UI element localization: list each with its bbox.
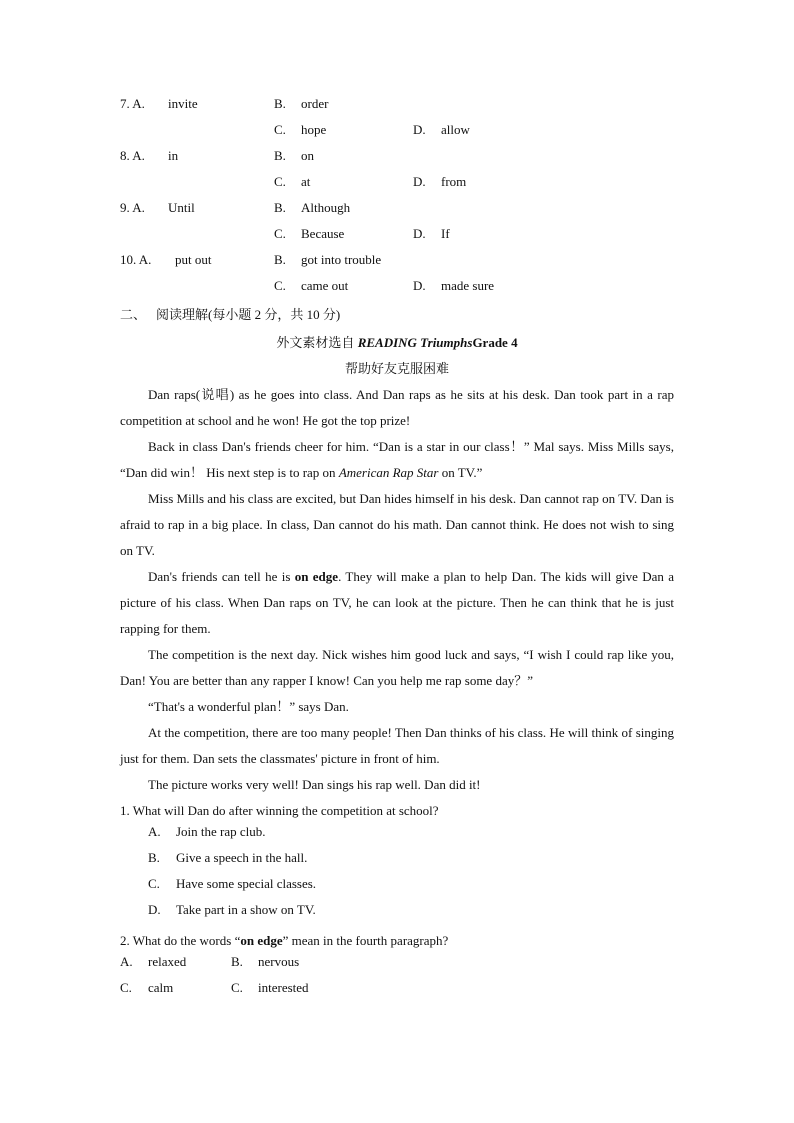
question-2-option-d: interested	[258, 980, 309, 995]
choice-7-option-a: invite	[168, 96, 198, 111]
question-1-option-c: Have some special classes.	[176, 876, 317, 891]
question-1-label-b: B.	[148, 850, 160, 865]
choice-10-label-d: D.	[413, 278, 426, 293]
source-book: READING Triumphs	[357, 335, 473, 350]
choice-8-number: 8. A.	[120, 148, 145, 163]
question-2-label-c: C.	[120, 980, 132, 995]
choice-7-option-c: hope	[301, 122, 327, 137]
choice-7-label-d: D.	[413, 122, 426, 137]
question-1-stem: 1. What will Dan do after winning the competition at school?	[120, 803, 439, 818]
paragraph-4-text-a: Dan's friends can tell he is	[148, 569, 295, 584]
choice-8-option-c: at	[301, 174, 311, 189]
question-2-option-c: calm	[148, 980, 174, 995]
choice-8-option-d: from	[441, 174, 467, 189]
choice-9-label-d: D.	[413, 226, 426, 241]
question-1-label-a: A.	[148, 824, 161, 839]
question-1-option-d: Take part in a show on TV.	[176, 902, 316, 917]
section-title: 阅读理解(每小题 2 分，共 10 分)	[156, 307, 341, 322]
source-prefix: 外文素材选自	[276, 335, 358, 350]
question-1-label-d: D.	[148, 902, 161, 917]
choice-8-label-d: D.	[413, 174, 426, 189]
choice-7-label-b: B.	[274, 96, 286, 111]
paragraph-2-text-a: Back in class Dan's friends cheer for him. “Dan is a star in our class！” Mal says. Miss Mills says, “Dan did win！ His next step is to rap on	[120, 439, 674, 480]
choice-10-label-c: C.	[274, 278, 286, 293]
choice-10-option-b: got into trouble	[301, 252, 382, 267]
choice-8-option-b: on	[301, 148, 314, 163]
choice-10-label-b: B.	[274, 252, 286, 267]
question-2-label-d: C.	[231, 980, 243, 995]
paragraph-2-text-b: on TV.”	[438, 465, 483, 480]
show-name: American Rap Star	[338, 465, 439, 480]
source-grade: Grade 4	[472, 335, 518, 350]
choice-10-number: 10. A.	[120, 252, 152, 267]
section-number: 二、	[120, 307, 147, 322]
question-1-label-c: C.	[148, 876, 160, 891]
choice-7-option-d: allow	[441, 122, 470, 137]
question-2-stem	[120, 928, 680, 954]
choice-10-option-c: came out	[301, 278, 349, 293]
choice-8-option-a: in	[168, 148, 179, 163]
choice-7-option-b: order	[301, 96, 329, 111]
choice-9-option-a: Until	[168, 200, 195, 215]
paragraph-4	[120, 564, 674, 642]
paragraph-6: “That's a wonderful plan！” says Dan.	[148, 699, 349, 714]
question-2-stem-b: ” mean in the fourth paragraph?	[282, 933, 449, 948]
choice-9-number: 9. A.	[120, 200, 145, 215]
choice-9-option-d: If	[441, 226, 450, 241]
paragraph-8: The picture works very well! Dan sings his rap well. Dan did it!	[148, 777, 481, 792]
choice-10-option-d: made sure	[441, 278, 495, 293]
choice-9-option-b: Although	[301, 200, 351, 215]
question-1-option-a: Join the rap club.	[176, 824, 266, 839]
question-2-phrase: on edge	[240, 933, 283, 948]
choice-10-option-a: put out	[175, 252, 212, 267]
choice-7-label-c: C.	[274, 122, 286, 137]
choice-9-label-c: C.	[274, 226, 286, 241]
passage-title: 帮助好友克服困难	[344, 361, 449, 376]
question-1-option-b: Give a speech in the hall.	[176, 850, 308, 865]
paragraph-7: At the competition, there are too many people! Then Dan thinks of his class. He will think of singing just for them. Dan sets the classmates' picture in front of him.	[120, 725, 674, 766]
paragraph-2	[120, 434, 674, 486]
choice-9-label-b: B.	[274, 200, 286, 215]
paragraph-4-text-b: . They will make a plan to help Dan. The kids will give Dan a picture of his class. When Dan raps on TV, he can look at the picture. Then he can think that he is just rapping for them.	[120, 569, 675, 636]
choice-9-option-c: Because	[301, 226, 345, 241]
paragraph-1: Dan raps(说唱) as he goes into class. And Dan raps as he sits at his desk. Dan took part in a rap competition at school and he won! He got the top prize!	[120, 387, 674, 428]
choice-8-label-c: C.	[274, 174, 286, 189]
question-2-option-b: nervous	[258, 954, 300, 969]
question-2-label-b: B.	[231, 954, 243, 969]
choice-8-label-b: B.	[274, 148, 286, 163]
paragraph-5: The competition is the next day. Nick wishes him good luck and says, “I wish I could rap like you, Dan! You are better than any rapper I know! Can you help me rap some day？”	[120, 647, 674, 688]
question-2-stem-a: 2. What do the words “	[120, 933, 241, 948]
phrase-on-edge: on edge	[294, 569, 339, 584]
choice-7-number: 7. A.	[120, 96, 145, 111]
paragraph-3: Miss Mills and his class are excited, but Dan hides himself in his desk. Dan cannot rap on TV. Dan is afraid to rap in a big place. In class, Dan cannot do his math. Dan cannot think. He does not wish to sing on TV.	[120, 491, 674, 558]
source-line	[120, 330, 674, 356]
question-2-label-a: A.	[120, 954, 133, 969]
question-2-option-a: relaxed	[148, 954, 187, 969]
